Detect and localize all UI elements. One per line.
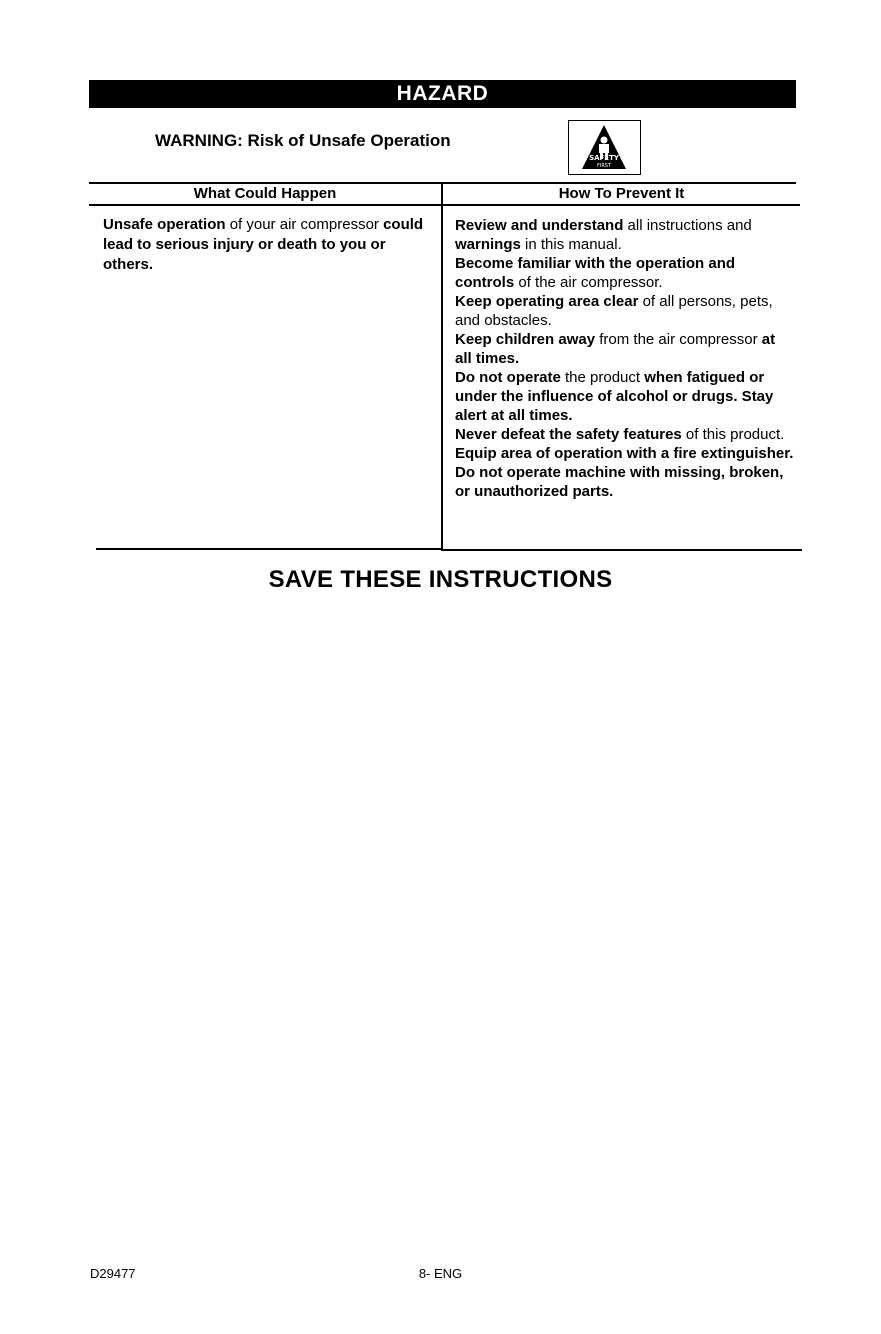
column-header-how-to-prevent: How To Prevent It — [558, 185, 685, 202]
hazard-description — [103, 215, 438, 275]
page-number: 8- ENG — [418, 1266, 463, 1281]
left-header-rule — [89, 204, 441, 206]
column-header-what-could-happen: What Could Happen — [193, 185, 337, 202]
safety-first-icon — [568, 120, 641, 175]
prevention-item: Review and understand all instructions and warnings in this manual. — [455, 217, 752, 253]
prevention-list — [455, 216, 795, 501]
safety-icon-line1: SAFETY — [589, 154, 619, 162]
hazard-banner: HAZARD — [89, 80, 796, 108]
right-header-rule — [443, 204, 800, 206]
hazard-bold-lead: Unsafe operation — [103, 216, 226, 233]
column-divider — [441, 182, 443, 551]
prevention-item: Equip area of operation with a fire extinguisher. — [455, 445, 794, 462]
table-bottom-rule-left — [96, 548, 441, 550]
safety-icon-line2: FIRST — [596, 163, 612, 169]
hazard-bold-consequence: could lead to serious injury or death to you or others. — [103, 216, 424, 273]
prevention-item: Never defeat the safety features of this product. — [455, 426, 785, 443]
prevention-item: Keep children away from the air compressor at all times. — [455, 331, 776, 367]
document-code: D29477 — [90, 1266, 136, 1281]
hazard-normal: of your air compressor — [225, 216, 384, 233]
prevention-item: Become familiar with the operation and controls of the air compressor. — [455, 255, 736, 291]
table-bottom-rule-right — [443, 549, 802, 551]
prevention-item: Do not operate the product when fatigued or under the influence of alcohol or drugs. Stay alert at all times. — [455, 369, 774, 424]
save-instructions-heading: SAVE THESE INSTRUCTIONS — [268, 566, 613, 593]
prevention-item: Do not operate machine with missing, broken, or unauthorized parts. — [455, 464, 784, 500]
warning-heading: WARNING: Risk of Unsafe Operation — [155, 131, 451, 150]
prevention-item: Keep operating area clear of all persons, pets, and obstacles. — [455, 293, 773, 329]
